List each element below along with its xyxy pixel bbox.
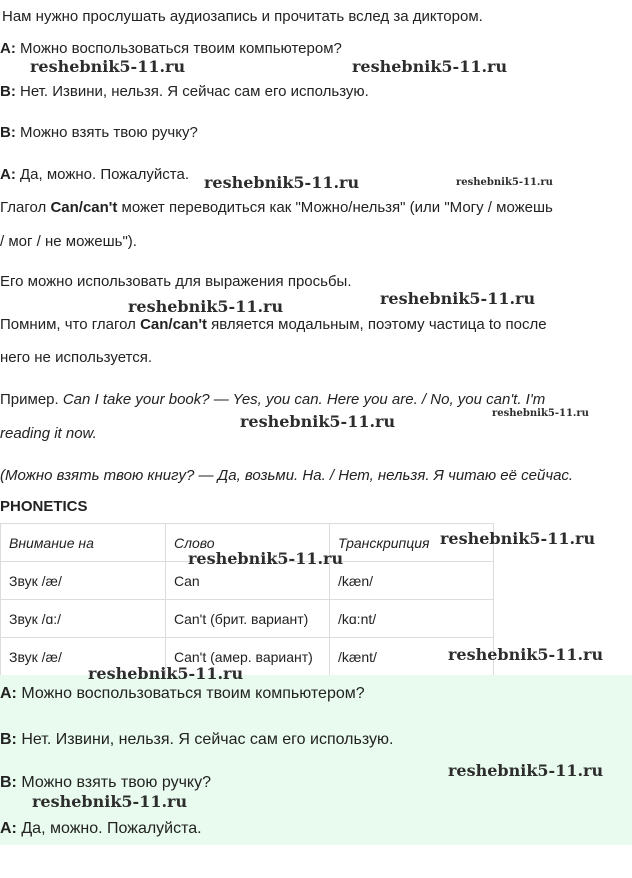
table-cell: Звук /ɑ:/	[1, 600, 166, 638]
section-heading: PHONETICS	[0, 498, 88, 515]
line-text: Нет. Извини, нельзя. Я сейчас сам его использую.	[21, 731, 394, 748]
grammar-paragraph-cont: него не используется.	[0, 349, 153, 366]
table-row	[1, 638, 494, 676]
speaker-label: A:	[0, 685, 17, 702]
watermark: reshebnik5-11.ru	[352, 57, 508, 76]
text-run: является модальным, поэтому частица to после	[207, 316, 547, 333]
dialogue-line	[0, 40, 342, 57]
watermark: reshebnik5-11.ru	[88, 664, 244, 683]
speaker-label: B:	[0, 124, 16, 141]
dialogue-line	[0, 820, 202, 838]
grammar-paragraph-cont: / мог / не можешь").	[0, 233, 137, 250]
phonetics-table	[0, 523, 494, 676]
text-run: Помним, что глагол	[0, 316, 141, 333]
intro-text: Нам нужно прослушать аудиозапись и прочитать вслед за диктором.	[2, 8, 483, 25]
dialogue-line	[0, 685, 365, 703]
watermark: reshebnik5-11.ru	[30, 57, 186, 76]
dialogue-line	[0, 166, 189, 183]
example-line	[0, 391, 545, 408]
dialogue-line	[0, 83, 369, 100]
table-cell: /kɑ:nt/	[330, 600, 494, 638]
dialogue-line	[0, 774, 211, 792]
table-cell: /kæn/	[330, 562, 494, 600]
example-translation: (Можно взять твою книгу? — Да, возьми. На. / Нет, нельзя. Я читаю её сейчас.	[0, 467, 574, 484]
example-label: Пример.	[0, 391, 63, 408]
watermark: reshebnik5-11.ru	[240, 412, 396, 431]
line-text: Да, можно. Пожалуйста.	[20, 166, 189, 183]
speaker-label: B:	[0, 731, 17, 748]
line-text: Нет. Извини, нельзя. Я сейчас сам его использую.	[20, 83, 369, 100]
grammar-paragraph	[0, 199, 553, 216]
table-cell: Звук /æ/	[1, 638, 166, 676]
watermark: reshebnik5-11.ru	[448, 761, 604, 780]
column-header: Слово	[166, 524, 330, 562]
watermark: reshebnik5-11.ru	[456, 177, 553, 188]
watermark: reshebnik5-11.ru	[188, 549, 344, 568]
watermark: reshebnik5-11.ru	[492, 408, 589, 419]
grammar-paragraph	[0, 316, 547, 333]
table-cell: Can't (брит. вариант)	[166, 600, 330, 638]
dialogue-line	[0, 124, 198, 141]
table-cell: /kænt/	[330, 638, 494, 676]
table-cell: Звук /æ/	[1, 562, 166, 600]
speaker-label: B:	[0, 83, 16, 100]
example-text-cont: reading it now.	[0, 425, 97, 442]
line-text: Можно взять твою ручку?	[20, 124, 198, 141]
watermark: reshebnik5-11.ru	[204, 173, 360, 192]
grammar-paragraph: Его можно использовать для выражения просьбы.	[0, 273, 352, 290]
line-text: Можно воспользоваться твоим компьютером?	[20, 40, 342, 57]
table-cell: Can	[166, 562, 330, 600]
speaker-label: A:	[0, 166, 16, 183]
keyword: Can/can't	[50, 199, 118, 216]
table-cell: Can't (амер. вариант)	[166, 638, 330, 676]
table-row	[1, 600, 494, 638]
watermark: reshebnik5-11.ru	[128, 297, 284, 316]
speaker-label: A:	[0, 40, 16, 57]
watermark: reshebnik5-11.ru	[440, 529, 596, 548]
dialogue-line	[0, 731, 393, 749]
watermark: reshebnik5-11.ru	[448, 645, 604, 664]
example-text: Can I take your book? — Yes, you can. Here you are. / No, you can't. I'm	[62, 391, 546, 408]
watermark: reshebnik5-11.ru	[380, 289, 536, 308]
text-run: может переводиться как "Можно/нельзя" (или "Могу / можешь	[117, 199, 553, 216]
line-text: Можно взять твою ручку?	[21, 774, 212, 791]
text-run: Глагол	[0, 199, 51, 216]
keyword: Can/can't	[140, 316, 208, 333]
watermark: reshebnik5-11.ru	[32, 792, 188, 811]
column-header: Транскрипция	[330, 524, 494, 562]
column-header: Внимание на	[1, 524, 166, 562]
line-text: Да, можно. Пожалуйста.	[21, 820, 202, 837]
speaker-label: B:	[0, 774, 17, 791]
line-text: Можно воспользоваться твоим компьютером?	[21, 685, 365, 702]
speaker-label: A:	[0, 820, 17, 837]
